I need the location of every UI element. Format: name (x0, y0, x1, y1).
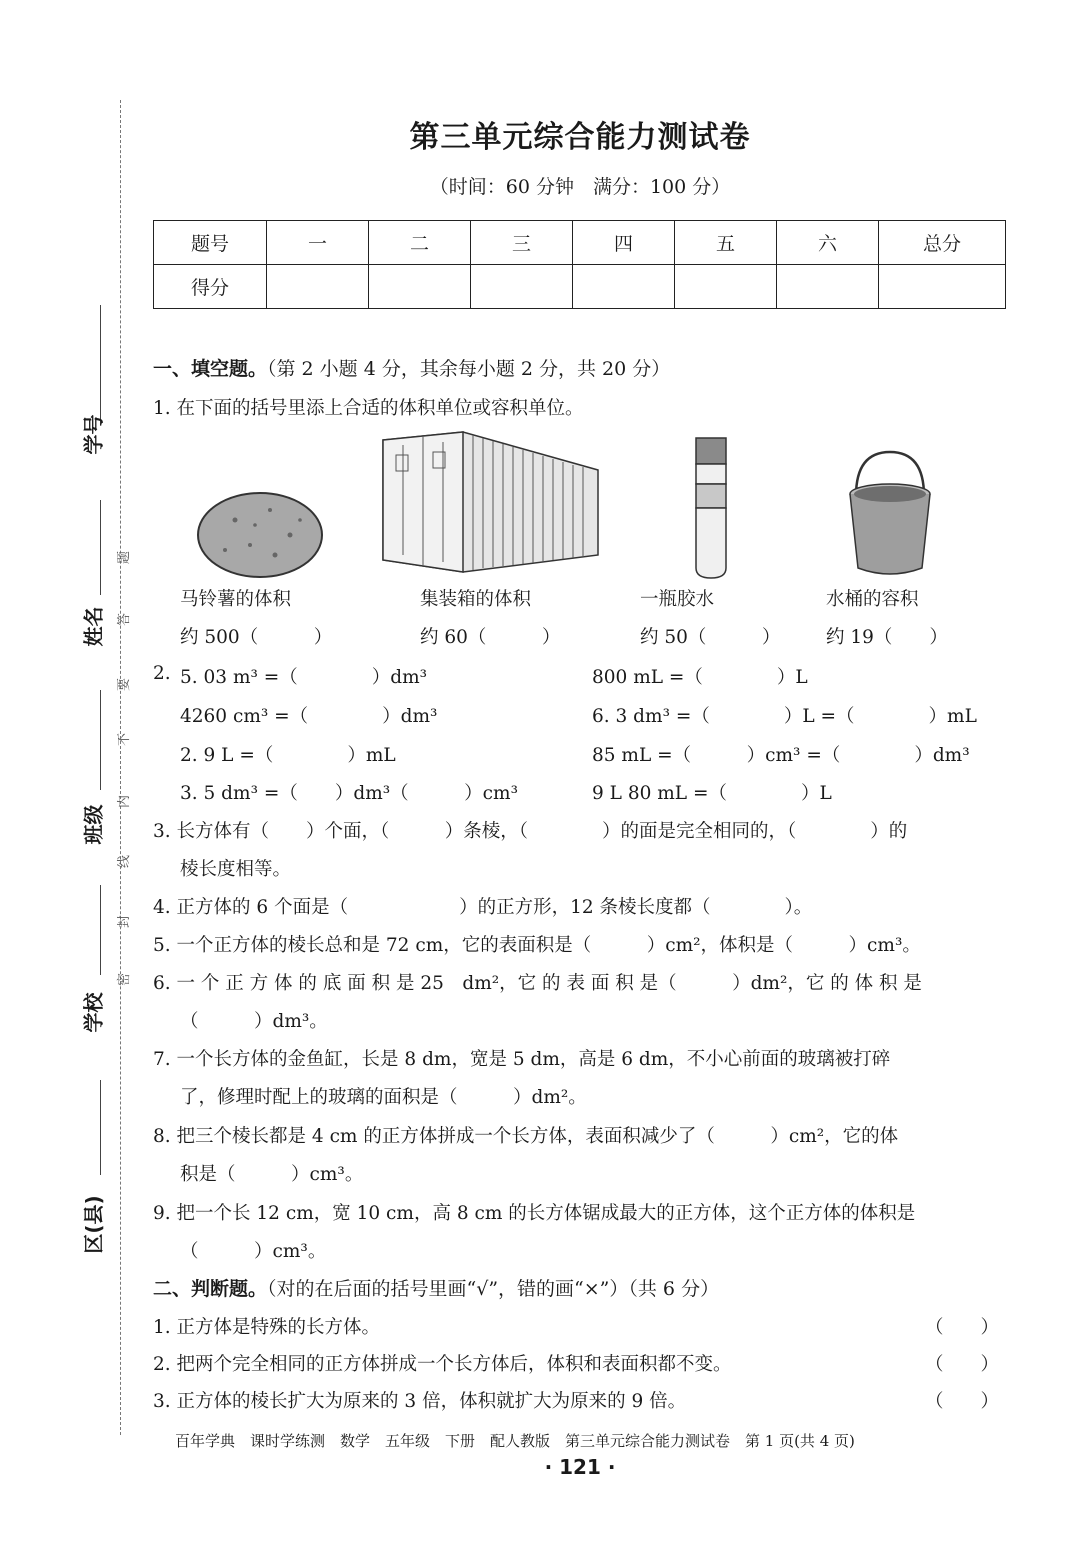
district-label: 区(县) (81, 1195, 106, 1254)
seal-char: 内 (117, 794, 133, 809)
table-cell: 三 (471, 221, 573, 265)
question-3[interactable]: 3. 长方体有（ ）个面，（ ）条棱，（ ）的面是完全相同的，（ ）的 (153, 821, 908, 842)
q2-right-item[interactable]: 800 mL =（ ）L (592, 667, 808, 688)
question-6-cont[interactable]: （ ）dm³。 (180, 1011, 328, 1032)
table-cell: 总分 (879, 221, 1006, 265)
q2-right-item[interactable]: 85 mL =（ ）cm³ =（ ）dm³ (592, 745, 970, 766)
section-1-note: （第 2 小题 4 分，其余每小题 2 分，共 20 分） (267, 358, 671, 380)
student-id-label: 学号 (81, 414, 106, 455)
question-1: 1. 在下面的括号里添上合适的体积单位或容积单位。 (153, 398, 584, 419)
question-8-cont[interactable]: 积是（ ）cm³。 (180, 1164, 364, 1185)
question-5[interactable]: 5. 一个正方体的棱长总和是 72 cm，它的表面积是（ ）cm²，体积是（ ）cm³。 (153, 935, 921, 956)
table-cell: 二 (369, 221, 471, 265)
pic-answer-glue[interactable]: 约 50（ ） (640, 627, 781, 648)
score-table-header-row (154, 221, 1006, 265)
binding-dashed-line (120, 100, 121, 1435)
score-input-cell[interactable] (369, 265, 471, 309)
judge-item: 2. 把两个完全相同的正方体拼成一个长方体后，体积和表面积都不变。 (153, 1354, 732, 1375)
pic-answer-potato[interactable]: 约 500（ ） (180, 627, 333, 648)
class-label: 班级 (81, 804, 106, 845)
q2-left-item[interactable]: 4260 cm³ =（ ）dm³ (180, 706, 438, 727)
question-9-cont[interactable]: （ ）cm³。 (180, 1241, 327, 1262)
exam-info: （时间：60 分钟 满分：100 分） (429, 176, 731, 198)
bucket-icon (846, 448, 934, 580)
table-cell: 得分 (154, 265, 267, 309)
name-underline (100, 500, 102, 595)
class-underline (100, 690, 102, 790)
table-cell: 四 (573, 221, 675, 265)
question-9: 9. 把一个长 12 cm，宽 10 cm，高 8 cm 的长方体锯成最大的正方体，这个正方体的体积是 (153, 1203, 916, 1224)
pic-caption-container: 集装箱的体积 (420, 589, 532, 610)
district-underline (100, 1080, 102, 1175)
score-table (153, 220, 1006, 309)
question-8[interactable]: 8. 把三个棱长都是 4 cm 的正方体拼成一个长方体，表面积减少了（ ）cm²，它的体 (153, 1126, 899, 1147)
section-1-title: 一、填空题。 (153, 358, 268, 380)
score-input-cell[interactable] (777, 265, 879, 309)
seal-char: 密 (117, 972, 133, 987)
question-7-cont[interactable]: 了，修理时配上的玻璃的面积是（ ）dm²。 (180, 1087, 587, 1108)
name-label: 姓名 (81, 606, 106, 647)
judge-bracket[interactable]: （ ） (925, 1391, 1000, 1412)
question-4[interactable]: 4. 正方体的 6 个面是（ ）的正方形，12 条棱长度都（ ）。 (153, 897, 813, 918)
seal-char: 要 (117, 677, 133, 692)
question-3-cont: 棱长度相等。 (180, 859, 292, 880)
table-cell: 五 (675, 221, 777, 265)
pic-caption-glue: 一瓶胶水 (640, 589, 715, 610)
school-label: 学校 (81, 992, 106, 1033)
judge-item: 3. 正方体的棱长扩大为原来的 3 倍，体积就扩大为原来的 9 倍。 (153, 1391, 687, 1412)
question-6[interactable]: 6. 一 个 正 方 体 的 底 面 积 是 25 dm²，它 的 表 面 积 是（ ）dm²，它 的 体 积 是 (153, 973, 922, 994)
judge-bracket[interactable]: （ ） (925, 1317, 1000, 1338)
score-input-cell[interactable] (573, 265, 675, 309)
score-input-cell[interactable] (267, 265, 369, 309)
table-cell: 题号 (154, 221, 267, 265)
section-1-heading (153, 354, 670, 381)
score-input-cell[interactable] (471, 265, 573, 309)
seal-char: 答 (117, 612, 133, 627)
seal-char: 封 (117, 914, 133, 929)
q2-left-item[interactable]: 2. 9 L =（ ）mL (180, 745, 396, 766)
score-input-cell[interactable] (879, 265, 1006, 309)
table-cell: 一 (267, 221, 369, 265)
score-input-cell[interactable] (675, 265, 777, 309)
seal-char: 线 (117, 854, 133, 869)
page-footer: 百年学典 课时学练测 数学 五年级 下册 配人教版 第三单元综合能力测试卷 第 1 页(共 4 页) (175, 1432, 855, 1450)
q2-right-item[interactable]: 9 L 80 mL =（ ）L (592, 783, 832, 804)
q2-left-item[interactable]: 3. 5 dm³ =（ ）dm³（ ）cm³ (180, 783, 518, 804)
section-2-note: （对的在后面的括号里画“√”，错的画“×”）（共 6 分） (267, 1278, 720, 1300)
table-cell: 六 (777, 221, 879, 265)
potato-icon (195, 490, 325, 580)
section-2-title: 二、判断题。 (153, 1278, 268, 1300)
pic-caption-bucket: 水桶的容积 (826, 589, 919, 610)
section-2-heading (153, 1274, 719, 1301)
pic-answer-container[interactable]: 约 60（ ） (420, 627, 561, 648)
q2-left-item[interactable]: 5. 03 m³ =（ ）dm³ (180, 667, 428, 688)
student-id-underline (100, 305, 102, 425)
page-title: 第三单元综合能力测试卷 (409, 120, 751, 155)
judge-item: 1. 正方体是特殊的长方体。 (153, 1317, 381, 1338)
question-2-number: 2. (153, 663, 171, 684)
seal-char: 不 (117, 732, 133, 747)
container-icon (378, 430, 600, 575)
page-number: · 121 · (544, 1455, 616, 1479)
pic-answer-bucket[interactable]: 约 19（ ） (826, 627, 948, 648)
pic-caption-potato: 马铃薯的体积 (180, 589, 292, 610)
seal-char: 题 (117, 550, 133, 565)
question-7: 7. 一个长方体的金鱼缸，长是 8 dm，宽是 5 dm，高是 6 dm，不小心前面的玻璃被打碎 (153, 1049, 891, 1070)
q2-right-item[interactable]: 6. 3 dm³ =（ ）L =（ ）mL (592, 706, 977, 727)
judge-bracket[interactable]: （ ） (925, 1354, 1000, 1375)
score-table-score-row (154, 265, 1006, 309)
school-underline (100, 885, 102, 975)
glue-bottle-icon (693, 436, 729, 580)
